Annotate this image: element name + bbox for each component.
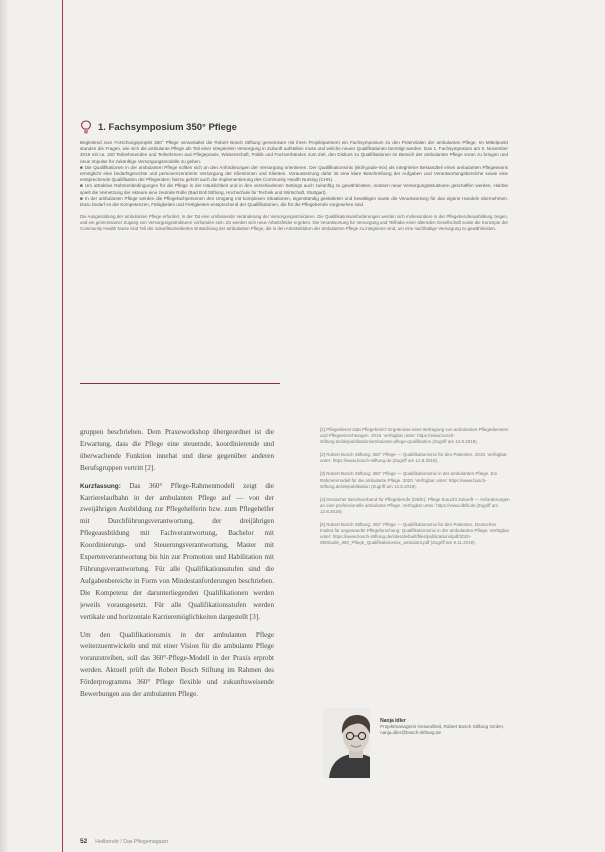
margin-rule <box>62 0 63 852</box>
page-number: 52 <box>80 838 88 845</box>
info-box-bullet: ■ Die Qualifikationen in der ambulanten Pflege sollten sich an den Anforderungen der Versorgung orientieren. Der Qualifikationsmix (skill-grade-mix) als integrierter Bestandteil eines ambulanten Pflegeteams ermöglicht eine bedarfsgerechte und personenzentrierte Versorgung der Klientinnen und Klienten. Voraussetzung dafür ist eine klare Beschreibung der Aufgaben und Verantwortungsbereiche sowie eine entsprechende Qualifikation der Pflegenden; hierzu gehört auch die Implementierung des Community Health Nursing (CHN). <box>80 164 508 183</box>
page-edge <box>0 0 8 852</box>
author-box <box>323 708 513 788</box>
author-name: Nanja Idler <box>380 718 406 724</box>
divider <box>80 383 280 384</box>
author-photo <box>323 708 370 778</box>
reference-item: [5] Robert Bosch Stiftung: 360° Pflege — Qualifikationsmix für den Patienten. Deutsches Institut für angewandte Pflegeforschung: Qualifikationsmix in der ambulanten Pflege. Verfügbar unter: https://www.bosch-stiftung.de/sites/default/files/publications/pdf/2020-09/Studie_360_Pflege_Qualifikationsmix_ambulant.pdf (Zugriff am 9.11.2019). <box>320 522 510 546</box>
reference-item: [4] Deutscher Berufsverband für Pflegeberufe (DBfK): Pflege braucht Zukunft — Anforderungen an eine professionelle ambulante Pflege. Verfügbar unter: https://www.dbfk.de (Zugriff am 12.8.2019). <box>320 496 510 514</box>
reference-item: [1] Pflegedienst statt Pflegeheim? Ergebnisse einer Befragung von ambulanten Pflegediensten und Pflegeeinrichtungen. 2019. Verfügbar unter: https://www.bosch-stiftung.de/de/publikation/ambulante-pflege-qualifikation (Zugriff am 12.8.2019). <box>320 427 509 445</box>
main-column <box>80 427 274 707</box>
lightbulb-icon <box>80 120 92 134</box>
info-box-title: 1. Fachsymposium 350° Pflege <box>98 121 237 133</box>
body-paragraph: Um den Qualifikationsmix in der ambulanten Pflege weiterzuentwickeln und mit einer Vision für die ambulante Pflege voranzutreiben, soll das 360°-Pflege-Modell in der Praxis erprobt werden. Aktuell prüft die Robert Bosch Stiftung im Rahmen des Förderprogramms 360° Pflege flexible und zukunftsweisende Bewerbungen aus der ambulanten Pflege. <box>80 630 274 699</box>
info-box-note: Die Ausgestaltung der ambulanten Pflege erfordert, in der Tat eine umfassende Veränderung der Versorgungsstrukturen. Die Qualifikationsanforderungen werden sich insbesondere in der Pflegeberufeausbildung zeigen, und ein gemeinsamer Zugang von Versorgungsstrukturen vorhanden sein. Es werden sich neue Arbeitsfelder ergeben. Die Verantwortung für Versorgung und Teilhabe einer alternden Gesellschaft sowie die Konzepte der Community Health Nurse sind Teil der zukunftsorientierten Entwicklung der ambulanten Pflege, die in den Arbeitsfeldern der ambulanten Pflege zu integrieren sind, um eine nachhaltige Versorgung zu gewährleisten. <box>80 214 508 232</box>
author-role: Projektmanagerin Gesundheit, Robert Bosch Stiftung GmbH, nanja.idler@bosch-stiftung.de <box>380 724 504 736</box>
journal-name: Heilberufe / Das Pflegemagazin <box>95 839 169 845</box>
body-paragraph: Kurzfassung: Das 360° Pflege-Rahmenmodell zeigt die Karrierelaufbahn in der ambulanten Pflege auf — von der zweijährigen Ausbildung zur Pflegehelferin bzw. zum Pflegehelfer mit Durchführungsverantwortung, der dreijährigen Pflegeausbildung mit Fachverantwortung, Bachelor mit Koordinierungs- und Steuerungsverantwortung, Master mit Expertenverantwortung bis hin zur Promotion und Habilitation mit Führungsverantwortung. Für alle Qualifikationsstufen sind die Aufgabenbereiche in Form von Mindestanforderungen beschrieben. Die Kompetenz der darunterliegenden Qualifikationen werden jeweils vorausgesetzt. Für alle Qualifikationsstufen werden vertikale und horizontale Karrieremöglichkeiten dargestellt [3]. <box>80 481 274 621</box>
author-info <box>380 708 513 788</box>
references-column <box>320 427 510 553</box>
info-box-intro: Begleitend zum Forschungsprojekt 360° Pflege veranstaltet die Robert Bosch Stiftung gemeinsam mit ihren Projektpartnern ein Fachsymposium zu den Potenzialen der ambulanten Pflege. Im Mittelpunkt standen die Fragen, wie sich die ambulante Pflege als Teil einer integrierten Versorgung in Zukunft aufstellen muss und welche neuen Qualifikationen benötigt werden. Das 1. Fachsymposium am 5. November 2019 mit ca. 100 Teilnehmenden und Teilnehmern aus Pflegepraxis, Wissenschaft, Politik und Fachverbänden zum Ziel, den Diskurs zu Qualifikationen im Bereich der ambulanten Pflege voran zu bringen und neue Impulse für zukünftige Versorgungsmodelle zu geben. <box>80 140 508 164</box>
reference-item: [3] Robert Bosch Stiftung: 360° Pflege — Qualifikationsmix in der ambulanten Pflege. Ein Rahmenmodell für die ambulante Pflege. 2020. Verfügbar unter: https://www.bosch-stiftung.de/de/publikation (Zugriff am 12.8.2019). <box>320 471 498 489</box>
info-box-header <box>80 120 508 134</box>
info-box-bullet: ■ Um attraktive Rahmenbedingungen für die Pflege in der Häuslichkeit und in den verschiedenen Settings auch zukünftig zu gewährleisten, müssen neue Versorgungsstrukturen geschaffen werden. Hierbei spielt die Vernetzung der Akteure eine zentrale Rolle (Bad Boll Stiftung, Hochschule für Technik und Wirtschaft, Stuttgart). <box>80 183 508 195</box>
info-box <box>80 120 508 237</box>
info-box-bullet: ■ In der ambulanten Pflege werden die Pflegefachpersonen den Umgang mit komplexen Situationen, eigenständig gestalteten und bewältigen sowie die Verantwortung für das eigene Handeln übernehmen. Dazu bedarf es der Kompetenzen, Fähigkeiten und Fertigkeiten entsprechend der Qualifikationen, die für die Pflegeberufe vorgesehen sind. <box>80 195 508 208</box>
reference-item: [2] Robert Bosch Stiftung: 360° Pflege — Qualifikationsmix für den Patienten. 2019. Verfügbar unter: https://www.bosch-stiftung.de (Zugriff am 12.8.2019). <box>320 452 507 464</box>
paragraph-keyword: Kurzfassung: <box>80 482 121 490</box>
body-paragraph: gruppen beschrieben. Dem Praxeworkshop übergeordnet ist die Erwartung, dass die Pflege eine steuernde, koordinierende und überwachende Funktion innehat und diese gegenüber anderen Berufsgruppen vertritt [2]. <box>80 428 274 472</box>
page-footer <box>80 838 168 845</box>
